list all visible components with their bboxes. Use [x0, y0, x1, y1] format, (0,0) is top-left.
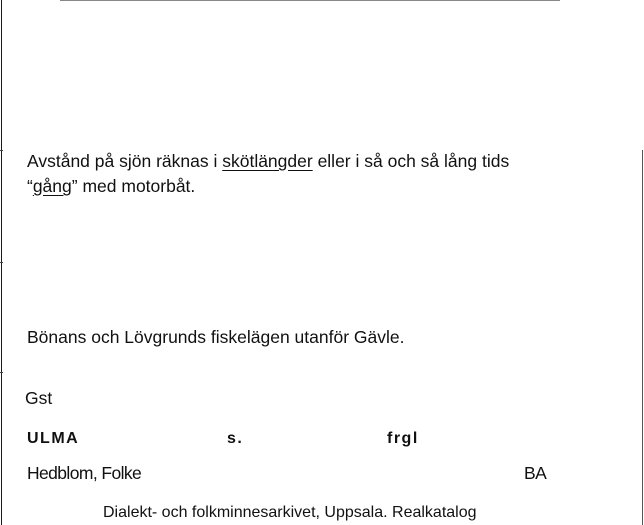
card-top-edge: [60, 0, 560, 1]
card-sentence-line-1: [27, 150, 509, 172]
edge-mark: [0, 372, 3, 373]
province-code: Gst: [25, 388, 53, 408]
edge-mark: [0, 262, 3, 263]
sentence-part-3: ” med motorbåt.: [71, 176, 196, 196]
subject-code: frgl: [387, 430, 419, 447]
sentence-part-2: eller i så och så lång tids: [312, 151, 510, 171]
archive-footer: Dialekt- och folkminnesarkivet, Uppsala. Realkatalog: [103, 504, 477, 521]
location-line: Bönans och Lövgrunds fiskelägen utanför Gävle.: [27, 327, 405, 347]
open-quote: “: [27, 176, 33, 196]
quoted-word: gång: [32, 176, 72, 196]
archive-code-ulma: ULMA: [27, 430, 80, 447]
edge-mark: [0, 150, 3, 151]
card-right-edge: [642, 150, 643, 525]
collector-name: Hedblom, Folke: [27, 463, 142, 483]
sentence-part-1: Avstånd på sjön räknas i: [27, 151, 223, 171]
collector-code: BA: [524, 463, 547, 483]
category-code: s.: [227, 430, 244, 447]
card-sentence-line-2: [27, 175, 195, 197]
sentence-term: skötlängder: [222, 151, 313, 171]
